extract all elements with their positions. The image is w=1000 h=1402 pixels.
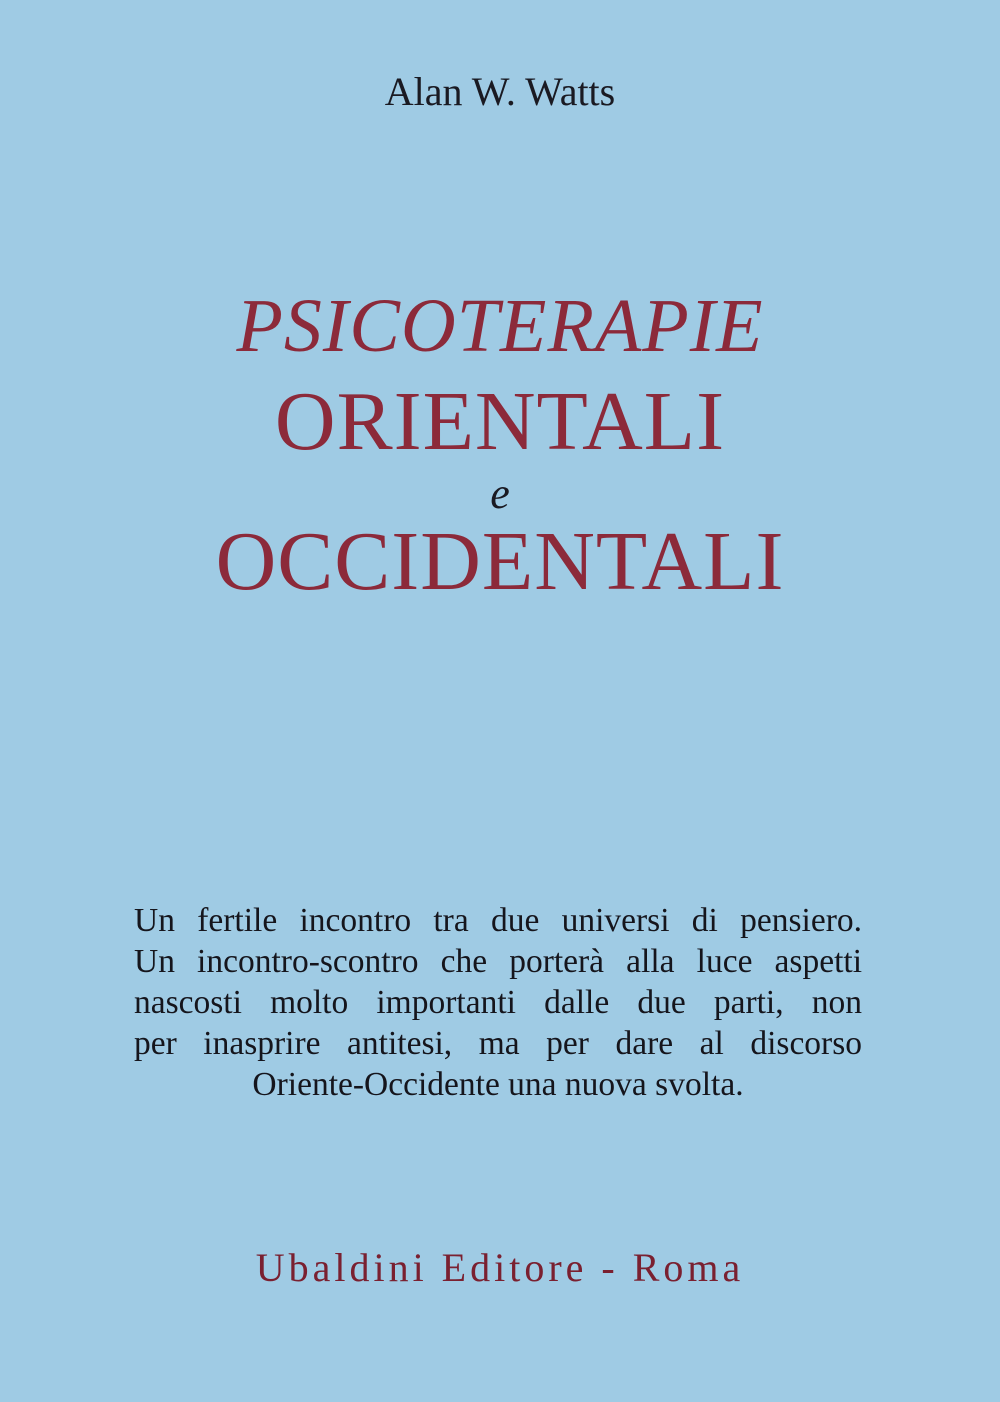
title-line-orientali: ORIENTALI [274, 375, 726, 468]
blurb-line: Un fertile incontro tra due universi di pensiero. [134, 902, 862, 939]
author-name: Alan W. Watts [384, 69, 616, 114]
title-line-occidentali: OCCIDENTALI [215, 515, 785, 608]
title-line-psicoterapie: PSICOTERAPIE [236, 284, 764, 368]
title-conjunction: e [490, 469, 510, 518]
blurb-line: nascosti molto importanti dalle due parti, non [134, 984, 862, 1021]
blurb-line: Oriente-Occidente una nuova svolta. [252, 1066, 744, 1103]
blurb-line: Un incontro-scontro che porterà alla luce aspetti [134, 943, 862, 980]
book-title [0, 284, 1000, 608]
blurb-text [134, 900, 862, 1105]
publisher-imprint: Ubaldini Editore - Roma [255, 1245, 745, 1290]
blurb-line: per inasprire antitesi, ma per dare al discorso [134, 1025, 862, 1062]
